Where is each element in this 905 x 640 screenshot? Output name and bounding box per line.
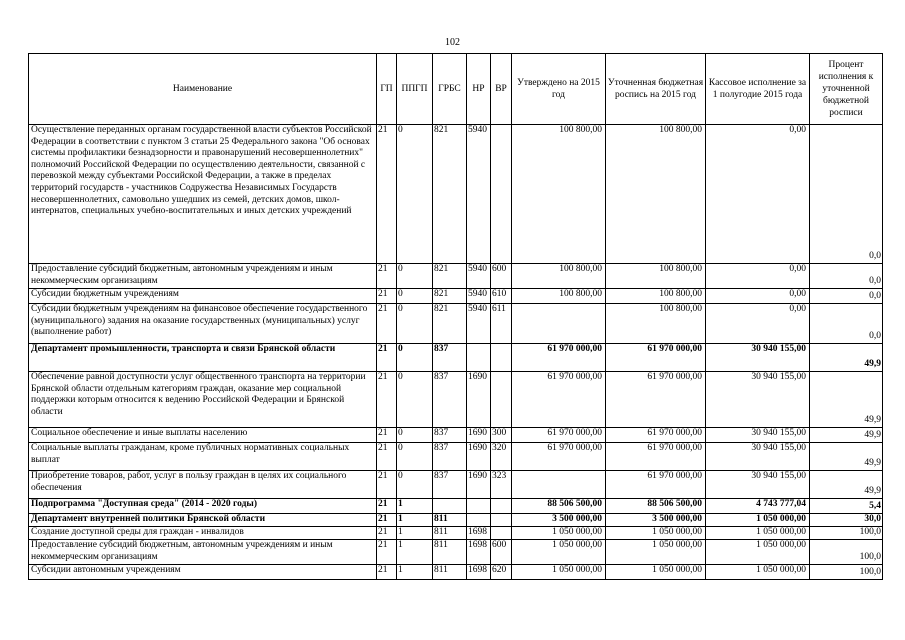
cell-percent: 0,0 bbox=[810, 289, 883, 304]
header-name: Наименование bbox=[29, 54, 377, 125]
cell-ppgp: 0 bbox=[397, 304, 433, 344]
cell-name: Субсидии бюджетным учреждениям на финансовое обеспечение государственного (муниципального) задания на оказание государственных (муниципальных) услуг (выполнение работ) bbox=[29, 304, 377, 344]
cell-gp: 21 bbox=[377, 443, 397, 471]
cell-gp: 21 bbox=[377, 264, 397, 289]
cell-name: Осуществление переданных органам государственной власти субъектов Российской Федерации в соответствии с пунктом 3 статьи 25 Федерального закона "Об основах системы профилактики безнадзорности и правонарушений несовершеннолетних" полномочий Российской Федерации по осуществлению деятельности, связанной с перевозкой между субъектами Российской Федерации, а также в пределах территорий государств - участников Содружества Независимых Государств несовершеннолетних, самовольно ушедших из семей, детских домов, школ-интернатов, специальных учебно-воспитательных и иных детских учреждений bbox=[29, 125, 377, 264]
cell-np: 1690 bbox=[467, 443, 491, 471]
cell-name: Субсидии бюджетным учреждениям bbox=[29, 289, 377, 304]
cell-approved: 61 970 000,00 bbox=[512, 428, 606, 443]
cell-percent: 100,0 bbox=[810, 540, 883, 565]
cell-grbs: 821 bbox=[433, 264, 467, 289]
cell-vr: 320 bbox=[491, 443, 512, 471]
cell-grbs: 821 bbox=[433, 304, 467, 344]
cell-np: 1690 bbox=[467, 372, 491, 428]
cell-name: Подпрограмма "Доступная среда" (2014 - 2020 годы) bbox=[29, 499, 377, 514]
header-ppgp: ППГП bbox=[397, 54, 433, 125]
table-row bbox=[29, 289, 883, 304]
table-row bbox=[29, 125, 883, 264]
cell-cash: 1 050 000,00 bbox=[706, 514, 810, 527]
cell-np: 5940 bbox=[467, 289, 491, 304]
cell-cash: 30 940 155,00 bbox=[706, 443, 810, 471]
cell-percent: 100,0 bbox=[810, 565, 883, 580]
cell-percent: 5,4 bbox=[810, 499, 883, 514]
cell-vr: 611 bbox=[491, 304, 512, 344]
cell-np: 1698 bbox=[467, 527, 491, 540]
cell-grbs: 821 bbox=[433, 289, 467, 304]
cell-approved: 100 800,00 bbox=[512, 289, 606, 304]
cell-name: Создание доступной среды для граждан - инвалидов bbox=[29, 527, 377, 540]
cell-gp: 21 bbox=[377, 304, 397, 344]
table-row bbox=[29, 443, 883, 471]
cell-ppgp: 0 bbox=[397, 471, 433, 499]
cell-np: 5940 bbox=[467, 304, 491, 344]
cell-ppgp: 0 bbox=[397, 443, 433, 471]
cell-approved: 88 506 500,00 bbox=[512, 499, 606, 514]
table-row bbox=[29, 264, 883, 289]
cell-approved: 1 050 000,00 bbox=[512, 527, 606, 540]
cell-refined: 61 970 000,00 bbox=[606, 372, 706, 428]
cell-ppgp: 0 bbox=[397, 344, 433, 372]
table-row bbox=[29, 344, 883, 372]
cell-gp: 21 bbox=[377, 499, 397, 514]
table-row bbox=[29, 514, 883, 527]
cell-grbs: 837 bbox=[433, 428, 467, 443]
cell-np: 5940 bbox=[467, 125, 491, 264]
cell-approved bbox=[512, 304, 606, 344]
cell-ppgp: 1 bbox=[397, 527, 433, 540]
cell-grbs: 837 bbox=[433, 372, 467, 428]
cell-refined: 88 506 500,00 bbox=[606, 499, 706, 514]
cell-refined: 1 050 000,00 bbox=[606, 565, 706, 580]
cell-percent: 49,9 bbox=[810, 372, 883, 428]
cell-refined: 100 800,00 bbox=[606, 304, 706, 344]
cell-gp: 21 bbox=[377, 344, 397, 372]
cell-vr: 300 bbox=[491, 428, 512, 443]
cell-name: Предоставление субсидий бюджетным, автономным учреждениям и иным некоммерческим организациям bbox=[29, 264, 377, 289]
cell-ppgp: 1 bbox=[397, 565, 433, 580]
table-row bbox=[29, 540, 883, 565]
header-cash: Кассовое исполнение за 1 полугодие 2015 года bbox=[706, 54, 810, 125]
cell-ppgp: 1 bbox=[397, 540, 433, 565]
cell-np bbox=[467, 514, 491, 527]
cell-refined: 61 970 000,00 bbox=[606, 471, 706, 499]
table-row bbox=[29, 428, 883, 443]
cell-ppgp: 0 bbox=[397, 372, 433, 428]
cell-grbs: 821 bbox=[433, 125, 467, 264]
cell-grbs: 837 bbox=[433, 344, 467, 372]
header-approved: Утверждено на 2015 год bbox=[512, 54, 606, 125]
cell-cash: 0,00 bbox=[706, 304, 810, 344]
cell-np bbox=[467, 344, 491, 372]
cell-percent: 49,9 bbox=[810, 428, 883, 443]
cell-vr bbox=[491, 514, 512, 527]
cell-approved: 100 800,00 bbox=[512, 125, 606, 264]
cell-gp: 21 bbox=[377, 125, 397, 264]
cell-approved: 61 970 000,00 bbox=[512, 443, 606, 471]
cell-approved bbox=[512, 471, 606, 499]
cell-np: 1690 bbox=[467, 428, 491, 443]
cell-vr: 600 bbox=[491, 540, 512, 565]
header-refined: Уточненная бюджетная роспись на 2015 год bbox=[606, 54, 706, 125]
cell-cash: 30 940 155,00 bbox=[706, 471, 810, 499]
cell-gp: 21 bbox=[377, 565, 397, 580]
cell-approved: 1 050 000,00 bbox=[512, 565, 606, 580]
cell-ppgp: 0 bbox=[397, 289, 433, 304]
cell-percent: 0,0 bbox=[810, 264, 883, 289]
header-gp: ГП bbox=[377, 54, 397, 125]
cell-cash: 1 050 000,00 bbox=[706, 527, 810, 540]
cell-cash: 30 940 155,00 bbox=[706, 372, 810, 428]
table-row bbox=[29, 499, 883, 514]
cell-grbs bbox=[433, 499, 467, 514]
cell-name: Приобретение товаров, работ, услуг в пользу граждан в целях их социального обеспечения bbox=[29, 471, 377, 499]
cell-gp: 21 bbox=[377, 289, 397, 304]
cell-refined: 61 970 000,00 bbox=[606, 428, 706, 443]
cell-cash: 30 940 155,00 bbox=[706, 344, 810, 372]
cell-percent: 100,0 bbox=[810, 527, 883, 540]
page-number: 102 bbox=[445, 37, 460, 48]
cell-ppgp: 0 bbox=[397, 428, 433, 443]
cell-cash: 1 050 000,00 bbox=[706, 540, 810, 565]
cell-ppgp: 0 bbox=[397, 125, 433, 264]
cell-gp: 21 bbox=[377, 514, 397, 527]
cell-vr bbox=[491, 527, 512, 540]
cell-np: 1698 bbox=[467, 540, 491, 565]
cell-refined: 61 970 000,00 bbox=[606, 344, 706, 372]
table-header-row bbox=[29, 54, 883, 125]
cell-ppgp: 1 bbox=[397, 514, 433, 527]
cell-np: 5940 bbox=[467, 264, 491, 289]
cell-name: Социальное обеспечение и иные выплаты населению bbox=[29, 428, 377, 443]
cell-approved: 61 970 000,00 bbox=[512, 344, 606, 372]
cell-refined: 100 800,00 bbox=[606, 264, 706, 289]
cell-np bbox=[467, 499, 491, 514]
cell-name: Субсидии автономным учреждениям bbox=[29, 565, 377, 580]
cell-grbs: 811 bbox=[433, 565, 467, 580]
cell-vr bbox=[491, 499, 512, 514]
cell-grbs: 811 bbox=[433, 527, 467, 540]
header-vr: ВР bbox=[491, 54, 512, 125]
cell-gp: 21 bbox=[377, 372, 397, 428]
cell-np: 1690 bbox=[467, 471, 491, 499]
cell-approved: 100 800,00 bbox=[512, 264, 606, 289]
cell-vr: 323 bbox=[491, 471, 512, 499]
cell-cash: 4 743 777,04 bbox=[706, 499, 810, 514]
header-percent: Процент исполнения к уточненной бюджетной росписи bbox=[810, 54, 883, 125]
cell-vr bbox=[491, 372, 512, 428]
cell-grbs: 837 bbox=[433, 471, 467, 499]
cell-vr: 620 bbox=[491, 565, 512, 580]
cell-gp: 21 bbox=[377, 540, 397, 565]
table-body bbox=[29, 125, 883, 580]
cell-grbs: 837 bbox=[433, 443, 467, 471]
cell-grbs: 811 bbox=[433, 540, 467, 565]
cell-percent: 0,0 bbox=[810, 304, 883, 344]
cell-cash: 0,00 bbox=[706, 289, 810, 304]
cell-vr bbox=[491, 125, 512, 264]
cell-percent: 49,9 bbox=[810, 471, 883, 499]
cell-name: Предоставление субсидий бюджетным, автономным учреждениям и иным некоммерческим организациям bbox=[29, 540, 377, 565]
cell-cash: 30 940 155,00 bbox=[706, 428, 810, 443]
cell-percent: 49,9 bbox=[810, 443, 883, 471]
cell-vr: 600 bbox=[491, 264, 512, 289]
table-row bbox=[29, 527, 883, 540]
header-np: НР bbox=[467, 54, 491, 125]
cell-vr bbox=[491, 344, 512, 372]
cell-grbs: 811 bbox=[433, 514, 467, 527]
cell-refined: 1 050 000,00 bbox=[606, 527, 706, 540]
cell-name: Обеспечение равной доступности услуг общественного транспорта на территории Брянской области отдельным категориям граждан, оказание мер социальной поддержки которым относится к ведению Российской Федерации и Брянской области bbox=[29, 372, 377, 428]
table-row bbox=[29, 304, 883, 344]
header-grbs: ГРБС bbox=[433, 54, 467, 125]
cell-ppgp: 1 bbox=[397, 499, 433, 514]
cell-approved: 3 500 000,00 bbox=[512, 514, 606, 527]
cell-vr: 610 bbox=[491, 289, 512, 304]
cell-percent: 0,0 bbox=[810, 125, 883, 264]
cell-refined: 100 800,00 bbox=[606, 289, 706, 304]
cell-name: Департамент промышленности, транспорта и связи Брянской области bbox=[29, 344, 377, 372]
budget-table bbox=[28, 53, 883, 580]
cell-percent: 49,9 bbox=[810, 344, 883, 372]
cell-cash: 0,00 bbox=[706, 125, 810, 264]
cell-gp: 21 bbox=[377, 428, 397, 443]
cell-refined: 100 800,00 bbox=[606, 125, 706, 264]
cell-refined: 3 500 000,00 bbox=[606, 514, 706, 527]
cell-np: 1698 bbox=[467, 565, 491, 580]
cell-name: Департамент внутренней политики Брянской области bbox=[29, 514, 377, 527]
cell-cash: 1 050 000,00 bbox=[706, 565, 810, 580]
cell-approved: 1 050 000,00 bbox=[512, 540, 606, 565]
table-row bbox=[29, 471, 883, 499]
table-row bbox=[29, 565, 883, 580]
cell-name: Социальные выплаты гражданам, кроме публичных нормативных социальных выплат bbox=[29, 443, 377, 471]
cell-cash: 0,00 bbox=[706, 264, 810, 289]
cell-gp: 21 bbox=[377, 527, 397, 540]
cell-refined: 1 050 000,00 bbox=[606, 540, 706, 565]
cell-refined: 61 970 000,00 bbox=[606, 443, 706, 471]
cell-approved: 61 970 000,00 bbox=[512, 372, 606, 428]
cell-gp: 21 bbox=[377, 471, 397, 499]
cell-percent: 30,0 bbox=[810, 514, 883, 527]
table-row bbox=[29, 372, 883, 428]
cell-ppgp: 0 bbox=[397, 264, 433, 289]
